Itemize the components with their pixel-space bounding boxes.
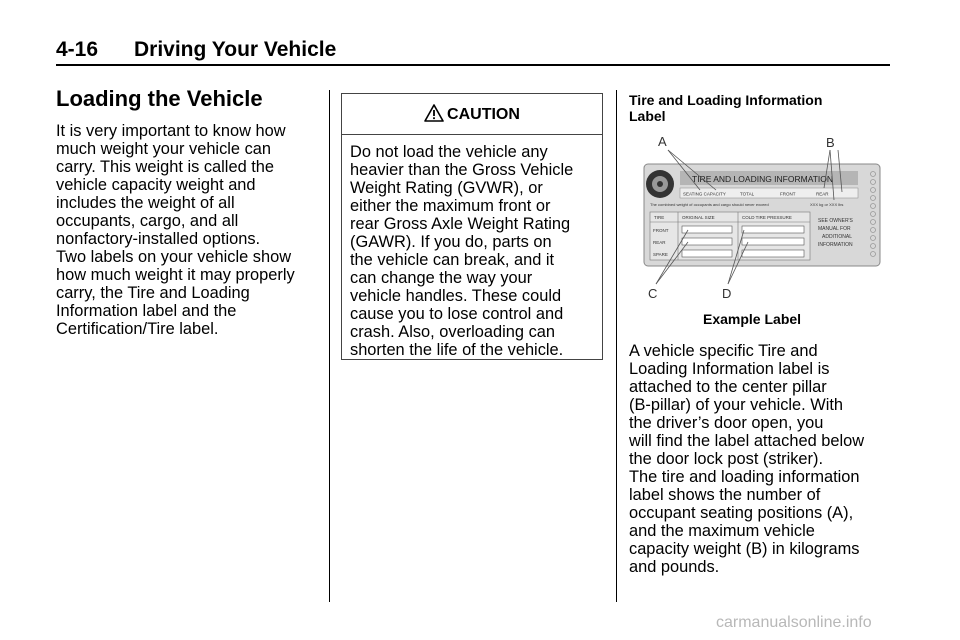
body-line: Certification/Tire label. bbox=[56, 320, 219, 338]
right-body bbox=[629, 342, 891, 576]
body-line: will find the label attached below bbox=[629, 432, 865, 450]
row-rear: REAR bbox=[653, 240, 666, 245]
body-line: the driver’s door open, you bbox=[629, 414, 824, 432]
caution-line: Weight Rating (GVWR), or bbox=[350, 179, 543, 197]
seating-capacity-text: SEATING CAPACITY bbox=[683, 191, 726, 197]
section-title: Loading the Vehicle bbox=[56, 86, 263, 111]
col-pressure: COLD TIRE PRESSURE bbox=[742, 215, 792, 220]
body-line: capacity weight (B) in kilograms bbox=[629, 540, 860, 558]
see-manual-line: SEE OWNER'S bbox=[818, 218, 853, 224]
figure-caption-line: Tire and Loading Information bbox=[629, 92, 823, 108]
caution-line: rear Gross Axle Weight Rating bbox=[350, 215, 571, 233]
body-line: includes the weight of all bbox=[56, 194, 235, 212]
body-line: carry, the Tire and Loading bbox=[56, 284, 250, 302]
page-header bbox=[56, 38, 890, 64]
see-manual-line: ADDITIONAL bbox=[822, 234, 853, 240]
callout-a: A bbox=[658, 134, 667, 149]
body-line: (B-pillar) of your vehicle. With bbox=[629, 396, 844, 414]
body-line: the door lock post (striker). bbox=[629, 450, 824, 468]
body-line: vehicle capacity weight and bbox=[56, 176, 256, 194]
kg-lbs-text: XXX kg or XXX lbs bbox=[810, 202, 844, 207]
seating-front-text: FRONT bbox=[780, 191, 796, 197]
tire-label-illustration bbox=[640, 134, 890, 304]
caution-line: heavier than the Gross Vehicle bbox=[350, 161, 574, 179]
caution-line: shorten the life of the vehicle. bbox=[350, 341, 564, 359]
body-line: Loading Information label is bbox=[629, 360, 830, 378]
body-line: occupant seating positions (A), bbox=[629, 504, 854, 522]
caution-line: vehicle handles. These could bbox=[350, 287, 562, 305]
caution-line: can change the way your bbox=[350, 269, 533, 287]
body-line: carry. This weight is called the bbox=[56, 158, 275, 176]
page-number: 4-16 bbox=[56, 38, 99, 61]
caution-line: the vehicle can break, and it bbox=[350, 251, 555, 269]
column-divider-right bbox=[616, 90, 617, 602]
row-spare: SPARE bbox=[653, 252, 668, 257]
body-line: Two labels on your vehicle show bbox=[56, 248, 292, 266]
combined-weight-text: The combined weight of occupants and cargo should never exceed bbox=[650, 202, 769, 207]
caution-line: crash. Also, overloading can bbox=[350, 323, 556, 341]
chapter-title: Driving Your Vehicle bbox=[134, 38, 337, 61]
column-divider-left bbox=[329, 90, 330, 602]
body-line: attached to the center pillar bbox=[629, 378, 827, 396]
see-manual-line: MANUAL FOR bbox=[818, 226, 851, 232]
caution-header bbox=[342, 94, 602, 135]
caution-line: Do not load the vehicle any bbox=[350, 143, 548, 161]
body-line: much weight your vehicle can bbox=[56, 140, 272, 158]
figure-caption-line: Label bbox=[629, 108, 666, 124]
callout-d: D bbox=[722, 286, 732, 301]
header-rule bbox=[56, 64, 890, 66]
figure-caption bbox=[629, 92, 869, 124]
body-line: Information label and the bbox=[56, 302, 237, 320]
callout-b: B bbox=[826, 135, 835, 150]
col-tire: TIRE bbox=[654, 215, 665, 220]
watermark: carmanualsonline.info bbox=[716, 614, 872, 631]
label-title: TIRE AND LOADING INFORMATION bbox=[692, 174, 834, 184]
seating-total-text: TOTAL bbox=[740, 191, 755, 197]
example-label-caption: Example Label bbox=[703, 311, 802, 327]
warning-triangle-icon bbox=[424, 104, 444, 122]
body-line: and the maximum vehicle bbox=[629, 522, 815, 540]
body-line: occupants, cargo, and all bbox=[56, 212, 239, 230]
caution-line: (GAWR). If you do, parts on bbox=[350, 233, 552, 251]
caution-line: either the maximum front or bbox=[350, 197, 551, 215]
row-front: FRONT bbox=[653, 228, 669, 233]
body-line: nonfactory-installed options. bbox=[56, 230, 261, 248]
body-line: and pounds. bbox=[629, 558, 720, 576]
body-line: how much weight it may properly bbox=[56, 266, 295, 284]
tire-icon bbox=[646, 170, 674, 198]
seating-rear-text: REAR bbox=[816, 191, 829, 197]
callout-c: C bbox=[648, 286, 658, 301]
body-line: It is very important to know how bbox=[56, 122, 286, 140]
section-body bbox=[56, 122, 328, 338]
body-line: label shows the number of bbox=[629, 486, 821, 504]
body-line: A vehicle specific Tire and bbox=[629, 342, 818, 360]
tire-table bbox=[650, 212, 810, 260]
body-line: The tire and loading information bbox=[629, 468, 860, 486]
caution-body bbox=[350, 143, 600, 359]
col-size: ORIGINAL SIZE bbox=[682, 215, 715, 220]
caution-line: cause you to lose control and bbox=[350, 305, 564, 323]
caution-box bbox=[341, 93, 603, 360]
see-manual-line: INFORMATION bbox=[818, 242, 853, 248]
caution-title: CAUTION bbox=[447, 106, 520, 123]
